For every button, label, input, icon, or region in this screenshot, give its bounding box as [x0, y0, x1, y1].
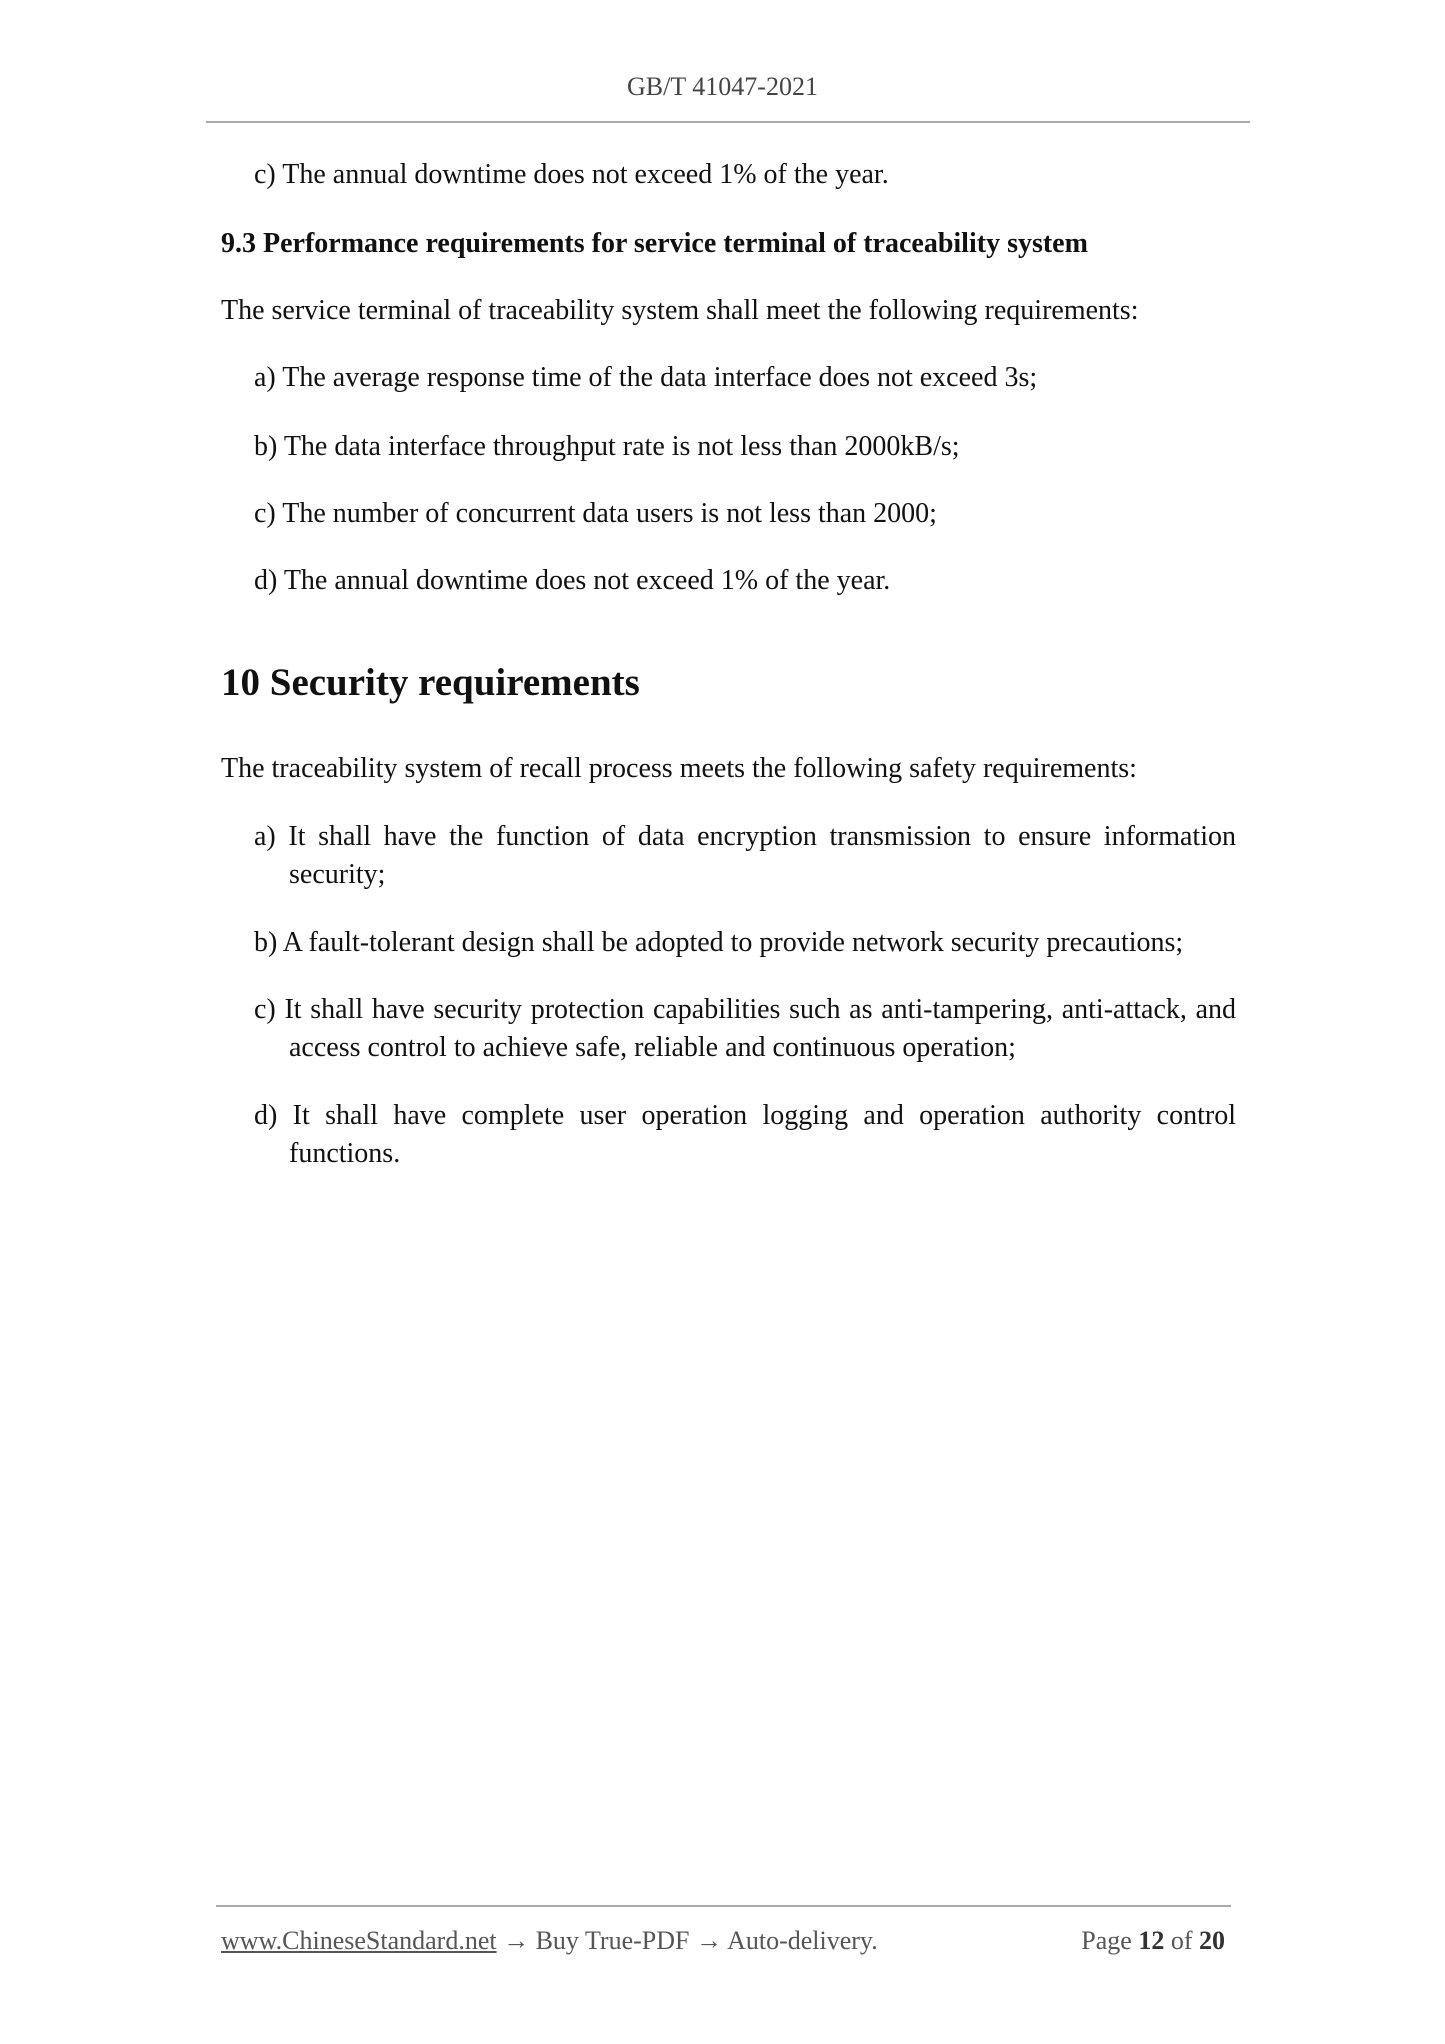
list-item: b) The data interface throughput rate is not less than 2000kB/s;: [254, 431, 960, 462]
of-label: of: [1170, 1926, 1193, 1955]
section-intro: The traceability system of recall process meets the following safety requirements:: [221, 753, 1137, 784]
arrow-right-icon: →: [503, 1926, 530, 1955]
list-item: d) It shall have complete user operation logging and operation authority control functions.: [254, 1100, 1236, 1169]
list-item: d) The annual downtime does not exceed 1% of the year.: [254, 565, 891, 596]
total-pages: 20: [1199, 1926, 1225, 1955]
list-item: c) The annual downtime does not exceed 1% of the year.: [254, 159, 889, 190]
website-link[interactable]: www.ChineseStandard.net: [221, 1926, 497, 1955]
buy-text: Buy True-PDF: [535, 1926, 690, 1955]
footer-promo: [221, 1926, 878, 1956]
footer-rule: [216, 1905, 1231, 1907]
current-page: 12: [1138, 1926, 1165, 1955]
document-header-id: GB/T 41047-2021: [627, 72, 818, 101]
list-item: c) The number of concurrent data users is not less than 2000;: [254, 498, 937, 529]
section-heading-10: 10 Security requirements: [221, 661, 640, 704]
page-label: Page: [1081, 1926, 1132, 1955]
list-item: a) The average response time of the data interface does not exceed 3s;: [254, 362, 1038, 393]
arrow-right-icon: →: [696, 1926, 722, 1955]
list-item: b) A fault-tolerant design shall be adopted to provide network security precautions;: [254, 927, 1184, 958]
auto-delivery-text: Auto-delivery.: [727, 1926, 878, 1955]
list-item: c) It shall have security protection capabilities such as anti-tampering, anti-attack, and access control to achieve safe, reliable and continuous operation;: [254, 994, 1236, 1063]
section-intro: The service terminal of traceability system shall meet the following requirements:: [221, 295, 1139, 326]
page-number: [1081, 1926, 1225, 1956]
list-item: a) It shall have the function of data encryption transmission to ensure information security;: [254, 821, 1236, 890]
section-heading-9-3: 9.3 Performance requirements for service terminal of traceability system: [221, 228, 1088, 259]
header-rule: [206, 121, 1250, 123]
